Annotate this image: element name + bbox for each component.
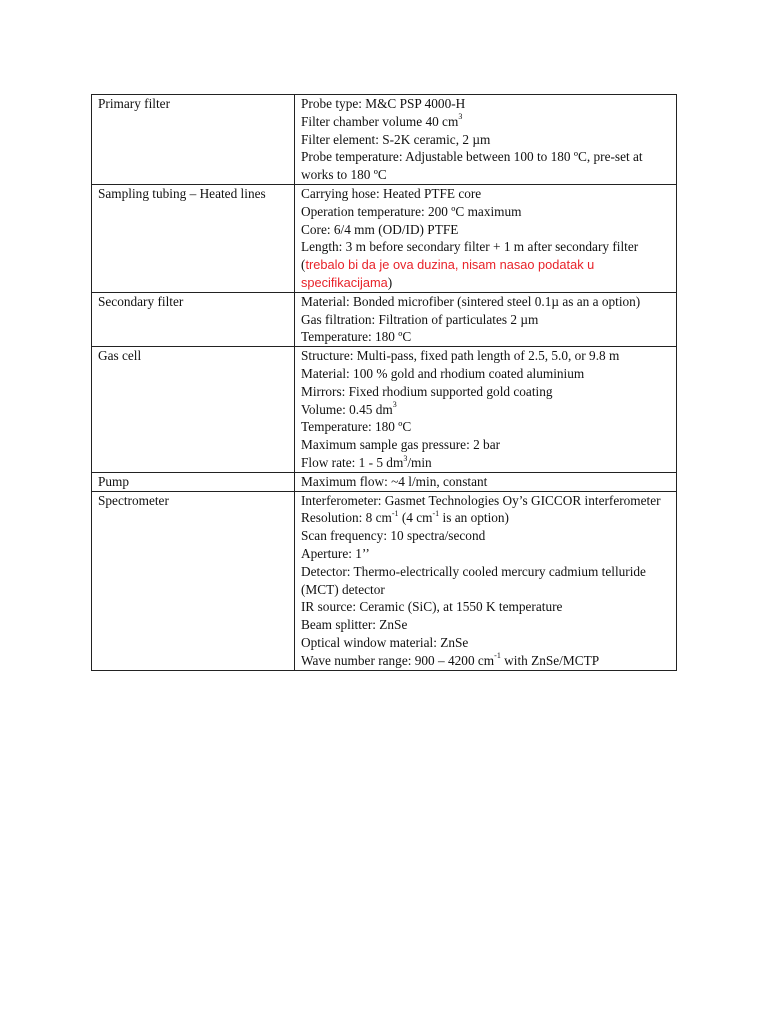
- spec-line: [301, 616, 676, 634]
- spec-text: Probe temperature: Adjustable between 100 to 180 ºC, pre-set at works to 180 ºC: [301, 149, 643, 183]
- spec-text: Operation temperature: 200 ºC maximum: [301, 203, 522, 219]
- spec-text: (4 cm: [398, 510, 433, 526]
- component-label: Secondary filter: [92, 292, 295, 346]
- superscript: 3: [392, 400, 397, 410]
- spec-text: Core: 6/4 mm (OD/ID) PTFE: [301, 221, 459, 237]
- component-label: Sampling tubing – Heated lines: [92, 184, 295, 292]
- spec-text: Probe type: M&C PSP 4000-H: [301, 96, 466, 111]
- spec-table-body: [92, 95, 677, 671]
- spec-line: [301, 131, 676, 149]
- spec-line: [301, 328, 676, 346]
- spec-line: [301, 401, 676, 419]
- spec-line: [301, 185, 676, 203]
- spec-text: Material: 100 % gold and rhodium coated aluminium: [301, 365, 585, 381]
- spec-text: Interferometer: Gasmet Technologies Oy’s GICCOR interferometer: [301, 492, 661, 508]
- spec-line: [301, 203, 676, 221]
- spec-text: Maximum sample gas pressure: 2 bar: [301, 437, 501, 453]
- comment-note: trebalo bi da je ova duzina, nisam nasao podatak u specifikacijama: [301, 257, 595, 290]
- spec-text: Optical window material: ZnSe: [301, 634, 469, 650]
- spec-text: Gas filtration: Filtration of particulates 2 µm: [301, 311, 539, 327]
- superscript: 3: [403, 453, 408, 463]
- spec-line: [301, 311, 676, 329]
- spec-line: [301, 238, 676, 291]
- spec-line: [301, 652, 676, 670]
- component-label: Primary filter: [92, 95, 295, 185]
- spec-line: [301, 545, 676, 563]
- spec-text: Length: 3 m before secondary filter + 1 m after secondary filter (: [301, 239, 639, 273]
- table-row: [92, 292, 677, 346]
- spec-text: Temperature: 180 ºC: [301, 419, 412, 435]
- spec-line: [301, 634, 676, 652]
- table-row: [92, 347, 677, 473]
- table-row: [92, 184, 677, 292]
- component-label: Gas cell: [92, 347, 295, 473]
- superscript: -1: [391, 508, 399, 518]
- spec-cell: [295, 292, 677, 346]
- spec-line: [301, 418, 676, 436]
- spec-line: [301, 113, 676, 131]
- spec-text: Structure: Multi-pass, fixed path length of 2.5, 5.0, or 9.8 m: [301, 348, 620, 364]
- spec-text: Filter chamber volume 40 cm: [301, 113, 459, 129]
- spec-cell: [295, 347, 677, 473]
- spec-text: Aperture: 1’’: [301, 545, 370, 561]
- superscript: -1: [494, 651, 501, 661]
- spec-text: Wave number range: 900 – 4200 cm: [301, 652, 495, 668]
- spec-text: IR source: Ceramic (SiC), at 1550 K temperature: [301, 599, 563, 615]
- spec-line: [301, 221, 676, 239]
- spec-text: Resolution: 8 cm: [301, 510, 392, 526]
- spec-cell: [295, 472, 677, 491]
- component-label: Pump: [92, 472, 295, 491]
- spec-text: with ZnSe/MCTP: [500, 652, 600, 668]
- spec-table: [91, 94, 677, 671]
- table-row: [92, 95, 677, 185]
- spec-text: /min: [407, 454, 432, 470]
- superscript: -1: [432, 508, 440, 518]
- spec-text: Flow rate: 1 - 5 dm: [301, 454, 404, 470]
- spec-text: is an option): [439, 510, 509, 526]
- spec-text: Scan frequency: 10 spectra/second: [301, 528, 486, 544]
- spec-text: Filter element: S-2K ceramic, 2 µm: [301, 131, 491, 147]
- spec-line: [301, 293, 676, 311]
- table-row: [92, 472, 677, 491]
- table-row: [92, 491, 677, 670]
- spec-line: [301, 527, 676, 545]
- spec-text: Beam splitter: ZnSe: [301, 617, 408, 633]
- spec-cell: [295, 491, 677, 670]
- superscript: 3: [458, 112, 463, 122]
- spec-line: [301, 383, 676, 401]
- spec-line: [301, 347, 676, 365]
- spec-line: [301, 148, 676, 184]
- spec-line: [301, 95, 676, 113]
- spec-cell: [295, 95, 677, 185]
- spec-text: Carrying hose: Heated PTFE core: [301, 185, 482, 201]
- spec-text: Detector: Thermo-electrically cooled mercury cadmium telluride (MCT) detector: [301, 563, 646, 597]
- spec-text: Material: Bonded microfiber (sintered steel 0.1µ as an a option): [301, 293, 641, 309]
- spec-line: [301, 473, 676, 491]
- spec-line: [301, 563, 676, 599]
- spec-cell: [295, 184, 677, 292]
- spec-text: ): [387, 274, 393, 290]
- spec-text: Temperature: 180 ºC: [301, 329, 412, 345]
- spec-line: [301, 365, 676, 383]
- spec-line: [301, 436, 676, 454]
- spec-line: [301, 509, 676, 527]
- spec-text: Maximum flow: ~4 l/min, constant: [301, 473, 488, 489]
- component-label: Spectrometer: [92, 491, 295, 670]
- spec-text: Mirrors: Fixed rhodium supported gold coating: [301, 383, 553, 399]
- spec-text: Volume: 0.45 dm: [301, 401, 393, 417]
- spec-line: [301, 598, 676, 616]
- spec-line: [301, 454, 676, 472]
- spec-line: [301, 492, 676, 510]
